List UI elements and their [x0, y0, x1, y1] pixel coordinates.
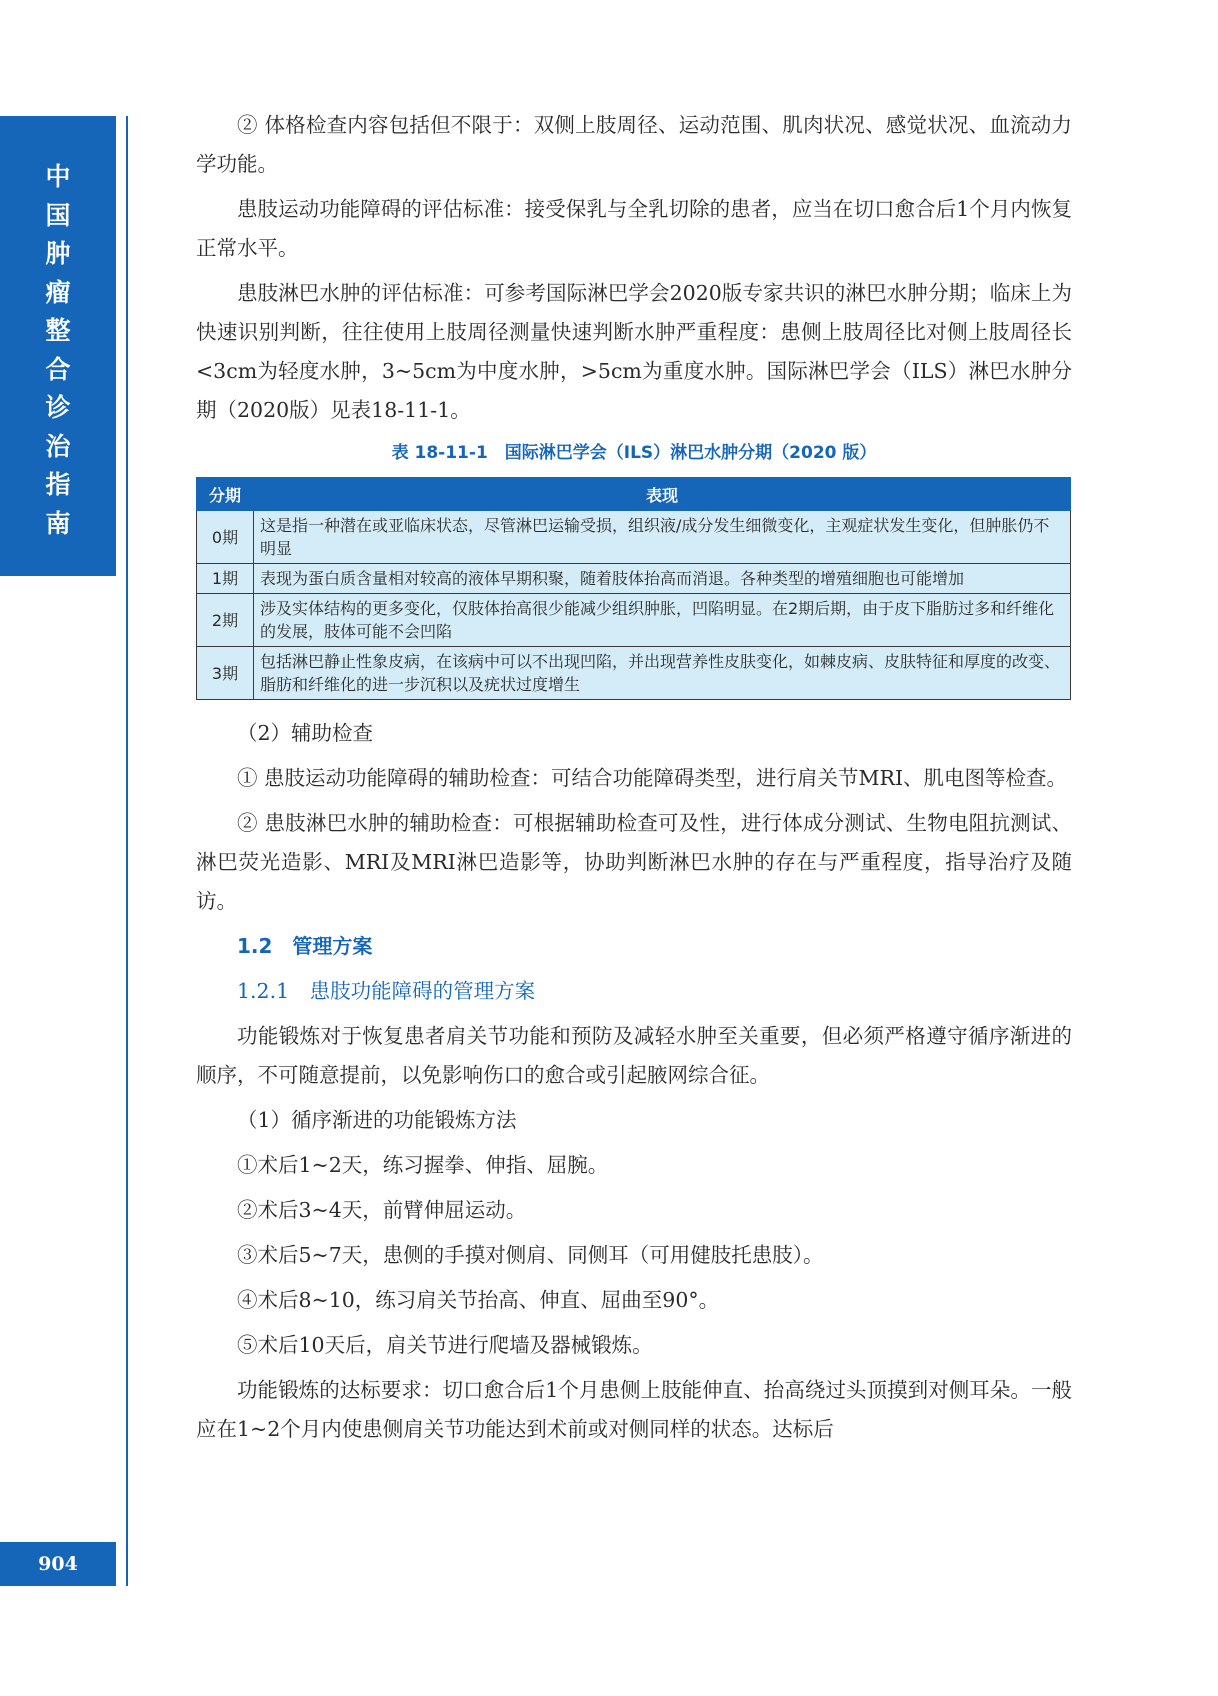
table-cell-description: 涉及实体结构的更多变化，仅肢体抬高很少能减少组织肿胀，凹陷明显。在2期后期，由于皮下脂肪过多和纤维化的发展，肢体可能不会凹陷 [254, 594, 1071, 647]
table-header-row [197, 478, 1071, 511]
sidebar-title-char: 诊 [45, 393, 71, 422]
table-cell-stage: 1期 [197, 564, 254, 594]
sidebar-title-char: 肿 [45, 239, 71, 268]
lymphedema-stage-table [196, 477, 1071, 700]
table-cell-description: 这是指一种潜在或亚临床状态，尽管淋巴运输受损，组织液/成分发生细微变化，主观症状发生变化，但肿胀仍不明显 [254, 511, 1071, 564]
paragraph: ② 体格检查内容包括但不限于：双侧上肢周径、运动范围、肌肉状况、感觉状况、血流动力学功能。 [196, 113, 1072, 176]
paragraph: ③术后5~7天，患侧的手摸对侧肩、同侧耳（可用健肢托患肢）。 [237, 1243, 824, 1267]
paragraph: （2）辅助检查 [237, 721, 374, 745]
table-cell-stage: 3期 [197, 647, 254, 700]
table-cell-description: 表现为蛋白质含量相对较高的液体早期积聚，随着肢体抬高而消退。各种类型的增殖细胞也可能增加 [254, 564, 1071, 594]
paragraph: ⑤术后10天后，肩关节进行爬墙及器械锻炼。 [237, 1333, 653, 1357]
paragraph: 患肢淋巴水肿的评估标准：可参考国际淋巴学会2020版专家共识的淋巴水肿分期；临床上为快速识别判断，往往使用上肢周径测量快速判断水肿严重程度：患侧上肢周径比对侧上肢周径长<3cm为轻度水肿，3~5cm为中度水肿，>5cm为重度水肿。国际淋巴学会（ILS）淋巴水肿分期（2020版）见表18-11-1。 [196, 281, 1072, 422]
table-header-stage: 分期 [197, 478, 254, 511]
table-row [197, 594, 1071, 647]
paragraph: ①术后1~2天，练习握拳、伸指、屈腕。 [237, 1153, 609, 1177]
paragraph: 功能锻炼对于恢复患者肩关节功能和预防及减轻水肿至关重要，但必须严格遵守循序渐进的顺序，不可随意提前，以免影响伤口的愈合或引起腋网综合征。 [196, 1024, 1072, 1087]
sidebar-title-char: 指 [45, 470, 71, 499]
paragraph: ② 患肢淋巴水肿的辅助检查：可根据辅助检查可及性，进行体成分测试、生物电阻抗测试、淋巴荧光造影、MRI及MRI淋巴造影等，协助判断淋巴水肿的存在与严重程度，指导治疗及随访。 [196, 811, 1072, 913]
sidebar-title-char: 治 [45, 431, 71, 461]
paragraph: ②术后3~4天，前臂伸屈运动。 [237, 1198, 527, 1222]
paragraph: （1）循序渐进的功能锻炼方法 [237, 1108, 517, 1132]
sidebar-title-char: 瘤 [45, 277, 71, 307]
sidebar-title-char: 中 [45, 162, 71, 191]
subsection-heading: 1.2.1 患肢功能障碍的管理方案 [237, 979, 536, 1003]
sidebar-title-char: 合 [45, 354, 71, 384]
paragraph: 患肢运动功能障碍的评估标准：接受保乳与全乳切除的患者，应当在切口愈合后1个月内恢复正常水平。 [196, 197, 1072, 260]
paragraph: 功能锻炼的达标要求：切口愈合后1个月患侧上肢能伸直、抬高绕过头顶摸到对侧耳朵。一般应在1~2个月内使患侧肩关节功能达到术前或对侧同样的状态。达标后 [196, 1378, 1072, 1441]
section-heading: 1.2 管理方案 [237, 934, 373, 958]
sidebar-title-char: 南 [45, 508, 71, 538]
page-number-box [0, 1542, 116, 1586]
table-cell-stage: 0期 [197, 511, 254, 564]
sidebar-title-char: 国 [45, 200, 71, 230]
page-content [196, 106, 1072, 1455]
table-row [197, 511, 1071, 564]
table-cell-description: 包括淋巴静止性象皮病，在该病中可以不出现凹陷，并出现营养性皮肤变化，如棘皮病、皮肤特征和厚度的改变、脂肪和纤维化的进一步沉积以及疣状过度增生 [254, 647, 1071, 700]
table-header-description: 表现 [254, 478, 1071, 511]
table-caption: 表 18-11-1 国际淋巴学会（ILS）淋巴水肿分期（2020 版） [391, 443, 877, 463]
table-row [197, 564, 1071, 594]
sidebar-book-title [0, 158, 116, 543]
table-cell-stage: 2期 [197, 594, 254, 647]
table-row [197, 647, 1071, 700]
paragraph: ① 患肢运动功能障碍的辅助检查：可结合功能障碍类型，进行肩关节MRI、肌电图等检查。 [237, 766, 1068, 790]
margin-rule [126, 116, 128, 1586]
sidebar-title-char: 整 [45, 316, 71, 345]
page-number: 904 [38, 1553, 78, 1575]
paragraph: ④术后8~10，练习肩关节抬高、伸直、屈曲至90°。 [237, 1288, 720, 1312]
